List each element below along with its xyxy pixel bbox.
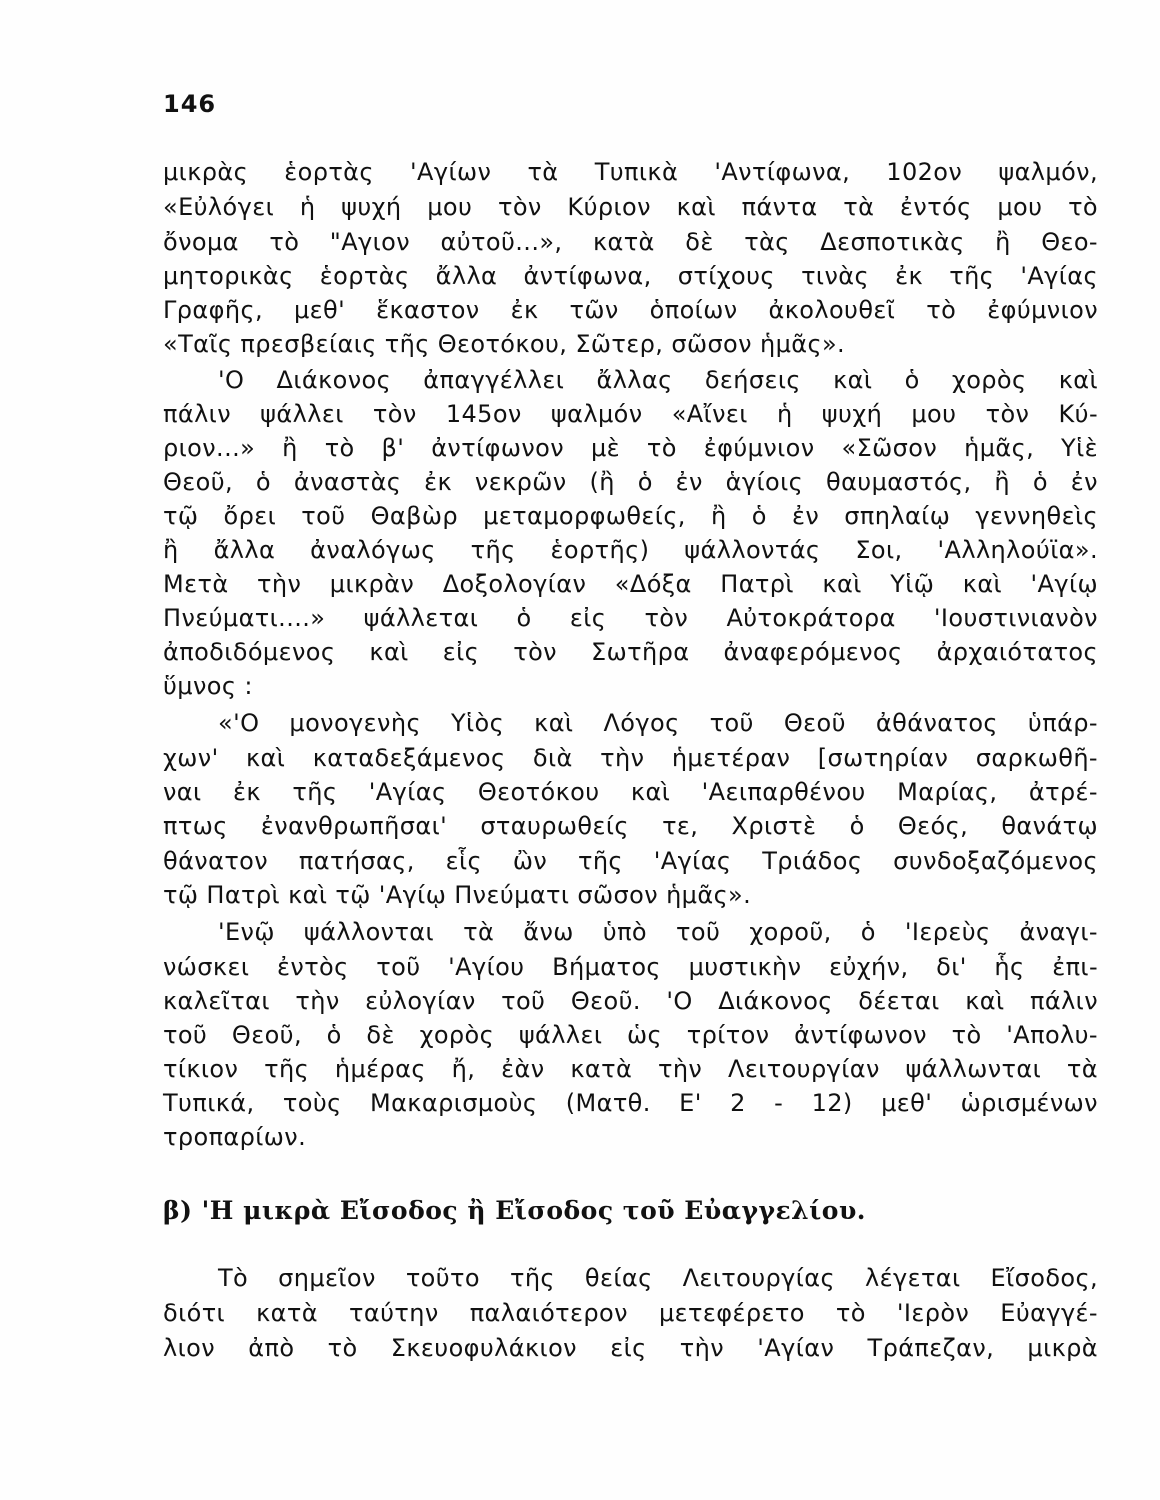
- text-line: χων' καὶ καταδεξάμενος διὰ τὴν ἡμετέραν [σωτηρίαν σαρκωθῆ-: [163, 744, 1098, 772]
- text-line: ἀποδιδόμενος καὶ εἰς τὸν Σωτῆρα ἀναφερόμενος ἀρχαιότατος: [163, 638, 1098, 666]
- text-line: «Εὐλόγει ἡ ψυχή μου τὸν Κύριον καὶ πάντα τὰ ἐντός μου τὸ: [163, 193, 1098, 221]
- text-line: ναι ἐκ τῆς 'Αγίας Θεοτόκου καὶ 'Αειπαρθένου Μαρίας, ἀτρέ-: [163, 778, 1098, 806]
- text-line: πτως ἐνανθρωπῆσαι' σταυρωθείς τε, Χριστὲ ὁ Θεός, θανάτῳ: [163, 812, 1098, 840]
- section-heading: β) 'Η μικρὰ Εἴσοδος ἢ Εἴσοδος τοῦ Εὐαγγελίου.: [163, 1196, 867, 1225]
- text-line: ἢ ἄλλα ἀναλόγως τῆς ἑορτῆς) ψάλλοντάς Σοι, 'Αλληλούϊα».: [163, 536, 1098, 564]
- text-line: τοῦ Θεοῦ, ὁ δὲ χορὸς ψάλλει ὡς τρίτον ἀντίφωνον τὸ 'Απολυ-: [163, 1021, 1098, 1049]
- text-line: νώσκει ἐντὸς τοῦ 'Αγίου Βήματος μυστικὴν εὐχήν, δι' ἧς ἐπι-: [163, 953, 1098, 981]
- text-line: Μετὰ τὴν μικρὰν Δοξολογίαν «Δόξα Πατρὶ καὶ Υἱῷ καὶ 'Αγίῳ: [163, 570, 1098, 598]
- text-line: θάνατον πατήσας, εἷς ὢν τῆς 'Αγίας Τριάδος συνδοξαζόμενος: [163, 847, 1098, 875]
- text-line: Θεοῦ, ὁ ἀναστὰς ἐκ νεκρῶν (ἢ ὁ ἐν ἁγίοις θαυμαστός, ἢ ὁ ἐν: [163, 468, 1098, 496]
- text-line: πάλιν ψάλλει τὸν 145ον ψαλμόν «Αἴνει ἡ ψυχή μου τὸν Κύ-: [163, 400, 1098, 428]
- text-line: «Ταῖς πρεσβείαις τῆς Θεοτόκου, Σῶτερ, σῶσον ἡμᾶς».: [163, 330, 846, 358]
- text-line: τῷ ὄρει τοῦ Θαβὼρ μεταμορφωθείς, ἢ ὁ ἐν σπηλαίῳ γεννηθεὶς: [163, 502, 1098, 530]
- page-number: 146: [163, 90, 217, 118]
- text-line: Τυπικά, τοὺς Μακαρισμοὺς (Ματθ. Ε' 2 - 12) μεθ' ὡρισμένων: [163, 1089, 1098, 1117]
- text-line: λιον ἀπὸ τὸ Σκευοφυλάκιον εἰς τὴν 'Αγίαν Τράπεζαν, μικρὰ: [163, 1334, 1098, 1362]
- text-line: καλεῖται τὴν εὐλογίαν τοῦ Θεοῦ. 'Ο Διάκονος δέεται καὶ πάλιν: [163, 987, 1098, 1015]
- text-line: Τὸ σημεῖον τοῦτο τῆς θείας Λειτουργίας λέγεται Εἴσοδος,: [218, 1264, 1098, 1292]
- text-line: τῷ Πατρὶ καὶ τῷ 'Αγίῳ Πνεύματι σῶσον ἡμᾶς».: [163, 881, 752, 909]
- text-line: μικρὰς ἑορτὰς 'Αγίων τὰ Τυπικὰ 'Αντίφωνα, 102ον ψαλμόν,: [163, 158, 1098, 186]
- text-line: ριον...» ἢ τὸ β' ἀντίφωνον μὲ τὸ ἐφύμνιον «Σῶσον ἡμᾶς, Υἱὲ: [163, 434, 1098, 462]
- text-line: 'Ο Διάκονος ἀπαγγέλλει ἄλλας δεήσεις καὶ ὁ χορὸς καὶ: [218, 366, 1098, 394]
- text-line: ὄνομα τὸ "Αγιον αὐτοῦ...», κατὰ δὲ τὰς Δεσποτικὰς ἢ Θεο-: [163, 228, 1098, 256]
- text-line: τίκιον τῆς ἡμέρας ἤ, ἐὰν κατὰ τὴν Λειτουργίαν ψάλλωνται τὰ: [163, 1055, 1098, 1083]
- text-line: Γραφῆς, μεθ' ἕκαστον ἐκ τῶν ὁποίων ἀκολουθεῖ τὸ ἐφύμνιον: [163, 296, 1098, 324]
- text-line: μητορικὰς ἑορτὰς ἄλλα ἀντίφωνα, στίχους τινὰς ἐκ τῆς 'Αγίας: [163, 262, 1098, 290]
- text-line: Πνεύματι....» ψάλλεται ὁ εἰς τὸν Αὐτοκράτορα 'Ιουστινιανὸν: [163, 604, 1098, 632]
- text-line: διότι κατὰ ταύτην παλαιότερον μετεφέρετο τὸ 'Ιερὸν Εὐαγγέ-: [163, 1299, 1098, 1327]
- text-line: τροπαρίων.: [163, 1123, 307, 1151]
- text-line: 'Ενῷ ψάλλονται τὰ ἄνω ὑπὸ τοῦ χοροῦ, ὁ 'Ιερεὺς ἀναγι-: [218, 918, 1098, 946]
- text-line: «'Ο μονογενὴς Υἱὸς καὶ Λόγος τοῦ Θεοῦ ἀθάνατος ὑπάρ-: [218, 709, 1098, 737]
- text-line: ὕμνος :: [163, 672, 253, 700]
